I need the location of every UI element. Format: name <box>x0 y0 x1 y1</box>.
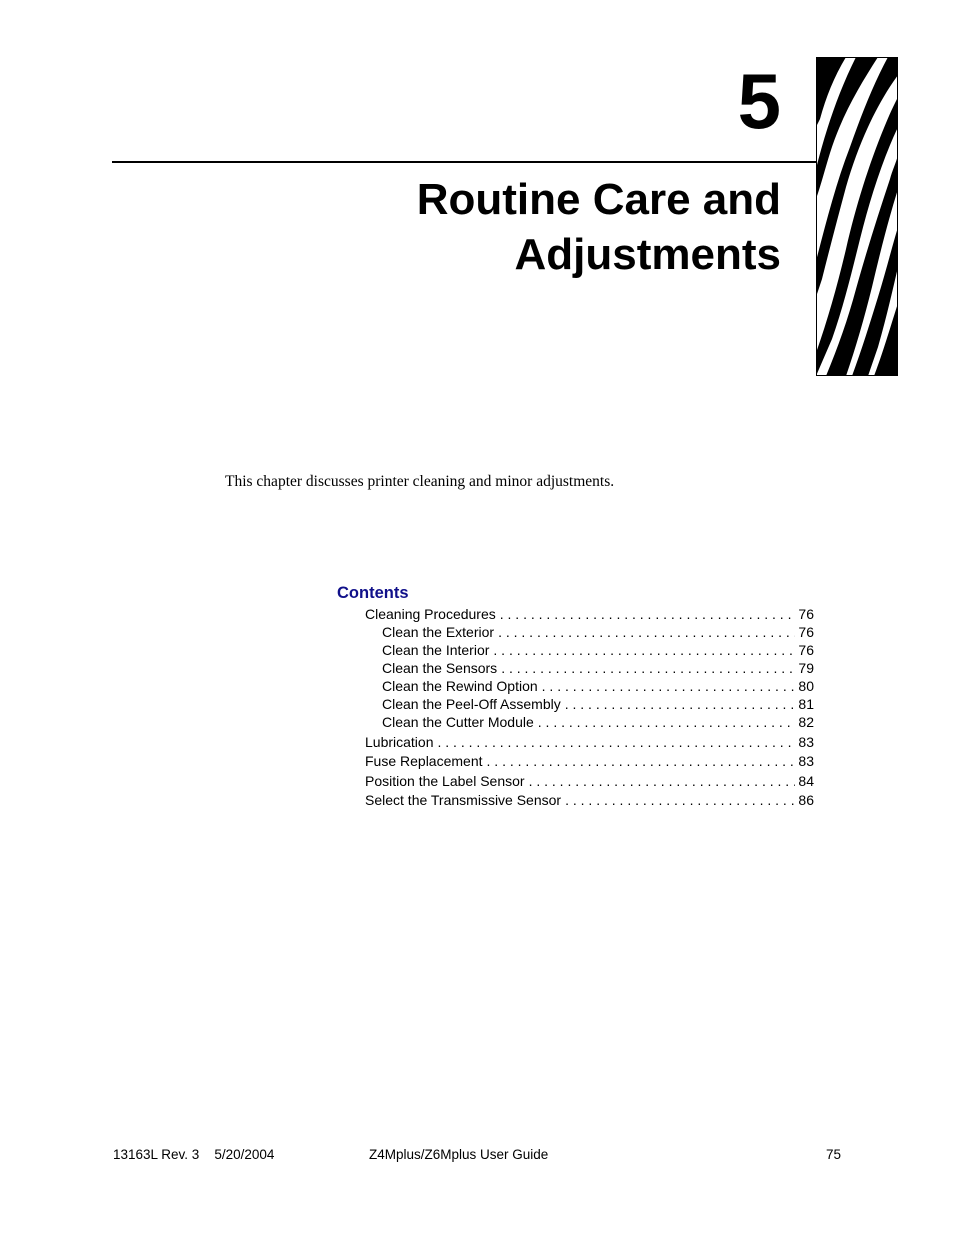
zebra-stripes-icon <box>816 57 898 376</box>
toc-entry-page: 76 <box>798 642 814 658</box>
toc-leader <box>529 772 796 790</box>
footer-page-number: 75 <box>826 1147 842 1162</box>
toc-entry-title: Clean the Sensors <box>382 660 498 676</box>
toc-entry[interactable] <box>365 713 814 731</box>
toc-entry[interactable] <box>365 605 814 623</box>
toc-leader <box>565 791 795 809</box>
footer-guide-title: Z4Mplus/Z6Mplus User Guide <box>369 1147 549 1162</box>
toc-entry-title: Clean the Peel-Off Assembly <box>382 696 561 712</box>
toc-entry[interactable] <box>365 641 814 659</box>
chapter-title <box>417 172 781 282</box>
toc-entry-page: 81 <box>798 696 814 712</box>
toc-leader <box>493 641 795 659</box>
toc-entry-page: 76 <box>798 624 814 640</box>
toc-entry-title: Clean the Interior <box>382 642 490 658</box>
toc-entry-page: 86 <box>798 792 814 808</box>
toc-leader <box>501 659 795 677</box>
chapter-intro: This chapter discusses printer cleaning and minor adjustments. <box>225 473 615 490</box>
toc-entry[interactable] <box>365 752 814 770</box>
toc-entry-page: 84 <box>798 772 814 789</box>
toc-leader <box>438 733 796 751</box>
toc-entry-page: 83 <box>798 753 814 769</box>
toc-entry-title: Fuse Replacement <box>365 753 483 769</box>
toc-leader <box>487 752 796 770</box>
toc-entry[interactable] <box>365 677 814 695</box>
chapter-title-line-1: Routine Care and <box>416 175 781 224</box>
toc-entry[interactable] <box>365 659 814 677</box>
toc-entry[interactable] <box>365 733 814 751</box>
toc-leader <box>538 713 796 731</box>
chapter-divider <box>112 161 818 163</box>
toc-leader <box>500 605 796 623</box>
toc-entry-page: 82 <box>798 714 814 730</box>
toc-entry-page: 83 <box>798 733 814 750</box>
toc-entry-page: 76 <box>798 606 814 622</box>
toc-entry-title: Clean the Exterior <box>382 624 495 640</box>
toc-entry[interactable] <box>365 791 814 809</box>
toc-entry-title: Lubrication <box>365 733 434 750</box>
chapter-title-line-2: Adjustments <box>514 230 781 279</box>
toc-leader <box>565 695 796 713</box>
toc-entry[interactable] <box>365 695 814 713</box>
toc-entry[interactable] <box>365 772 814 790</box>
toc-entry-page: 79 <box>798 660 814 676</box>
toc-leader <box>498 623 795 641</box>
toc-entry-title: Clean the Cutter Module <box>382 714 534 730</box>
toc-entry-title: Cleaning Procedures <box>365 606 496 622</box>
toc-entry[interactable] <box>365 623 814 641</box>
toc-entry-title: Select the Transmissive Sensor <box>365 792 562 808</box>
toc-entry-title: Clean the Rewind Option <box>382 678 538 694</box>
chapter-number: 5 <box>737 57 781 145</box>
toc-entry-page: 80 <box>798 678 814 694</box>
toc-entry-title: Position the Label Sensor <box>365 772 525 789</box>
footer-doc-id: 13163L Rev. 3 5/20/2004 <box>113 1147 275 1162</box>
toc-leader <box>542 677 796 695</box>
contents-heading: Contents <box>337 584 409 602</box>
contents-list <box>365 605 814 809</box>
